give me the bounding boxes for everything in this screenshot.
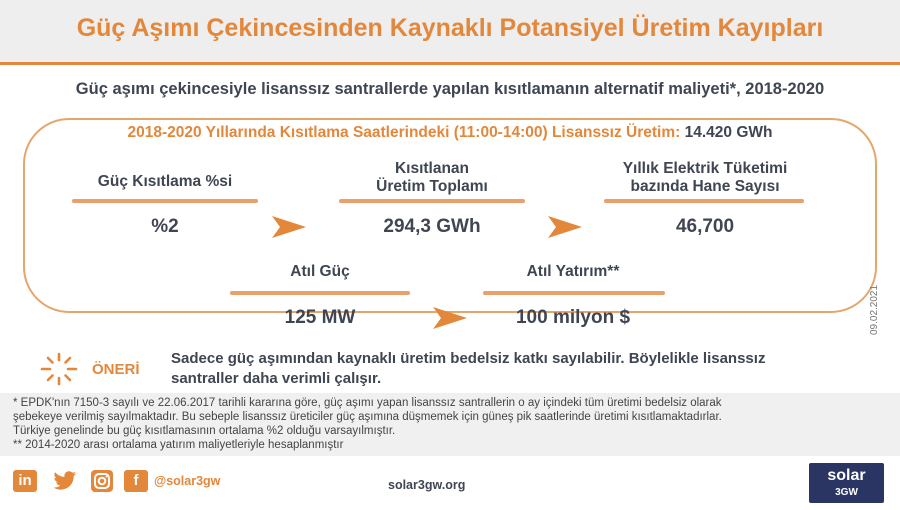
- footnote-line: şebekeye verilmiş sayılmaktadır. Bu sebeple lisanssız üreticiler güç aşımına düşmemek için güneş pik saatlerinde üretimi kısıtlamaktadırlar.: [13, 411, 722, 423]
- title-banner: [0, 0, 900, 65]
- instagram-icon[interactable]: [90, 470, 114, 492]
- metric-value-curtailed: 294,3 GWh: [383, 216, 481, 237]
- metric-label-curtailed: [337, 160, 527, 196]
- metric-label-idle-investment: Atıl Yatırım**: [526, 263, 620, 280]
- metric-label-households: [600, 160, 810, 196]
- headline: [0, 124, 900, 142]
- metric-label-line: Kısıtlanan: [394, 160, 470, 177]
- recommendation-line: santraller daha verimli çalışır.: [171, 370, 382, 387]
- headline-label: 2018-2020 Yıllarında Kısıtlama Saatlerindeki (11:00-14:00) Lisanssız Üretim:: [127, 124, 681, 141]
- linkedin-icon[interactable]: in: [13, 470, 37, 492]
- metric-label-restriction: Güç Kısıtlama %si: [97, 173, 233, 190]
- metric-underline: [604, 199, 804, 203]
- footnotes: [13, 396, 893, 452]
- recommendation-label: ÖNERİ: [92, 361, 140, 378]
- twitter-icon[interactable]: [53, 470, 77, 492]
- metric-underline: [483, 291, 665, 295]
- footnote-line: Türkiye genelinde bu güç kısıtlamasının ortalama %2 olduğu varsayılmıştır.: [13, 425, 396, 437]
- metric-value-idle-investment: 100 milyon $: [515, 307, 631, 328]
- metric-underline: [230, 291, 410, 295]
- website-link[interactable]: solar3gw.org: [388, 478, 466, 492]
- metric-value-restriction: %2: [151, 216, 179, 237]
- social-handle[interactable]: @solar3gw: [154, 474, 221, 488]
- facebook-icon[interactable]: f: [124, 470, 148, 492]
- metric-label-idle-power: Atıl Güç: [290, 263, 350, 280]
- footnote-line: * EPDK'nın 7150-3 sayılı ve 22.06.2017 tarihli kararına göre, güç aşımı yapan lisanssız santrallerin o ay içindeki tüm üretimi bedelsiz olarak: [13, 397, 722, 409]
- metric-value-idle-power: 125 MW: [284, 307, 356, 328]
- recommendation-text: [171, 349, 851, 389]
- metric-label-line: Yıllık Elektrik Tüketimi: [622, 160, 788, 177]
- logo-text: 3GW: [835, 487, 858, 498]
- arrow-right-icon: [433, 307, 467, 329]
- subtitle: Güç aşımı çekincesiyle lisanssız santrallerde yapılan kısıtlamanın alternatif maliyeti*, 2018-2020: [75, 80, 825, 98]
- recommendation-line: Sadece güç aşımından kaynaklı üretim bedelsiz katkı sayılabilir. Böylelikle lisanssız: [171, 350, 766, 367]
- metric-underline: [339, 199, 525, 203]
- logo-text: solar: [827, 467, 866, 484]
- metric-value-households: 46,700: [675, 216, 735, 237]
- metric-underline: [72, 199, 258, 203]
- solar3gw-logo: [809, 463, 884, 503]
- arrow-right-icon: [272, 216, 306, 238]
- headline-value: 14.420 GWh: [684, 124, 773, 141]
- arrow-right-icon: [548, 216, 582, 238]
- footnote-line: ** 2014-2020 arası ortalama yatırım maliyetleriyle hesaplanmıştır: [13, 439, 344, 451]
- metric-label-line: Üretim Toplamı: [376, 178, 488, 195]
- publish-date: 09.02.2021: [869, 284, 880, 335]
- page-title: Güç Aşımı Çekincesinden Kaynaklı Potansiyel Üretim Kayıpları: [76, 14, 824, 42]
- sun-icon: [40, 352, 78, 386]
- metric-label-line: bazında Hane Sayısı: [630, 178, 780, 195]
